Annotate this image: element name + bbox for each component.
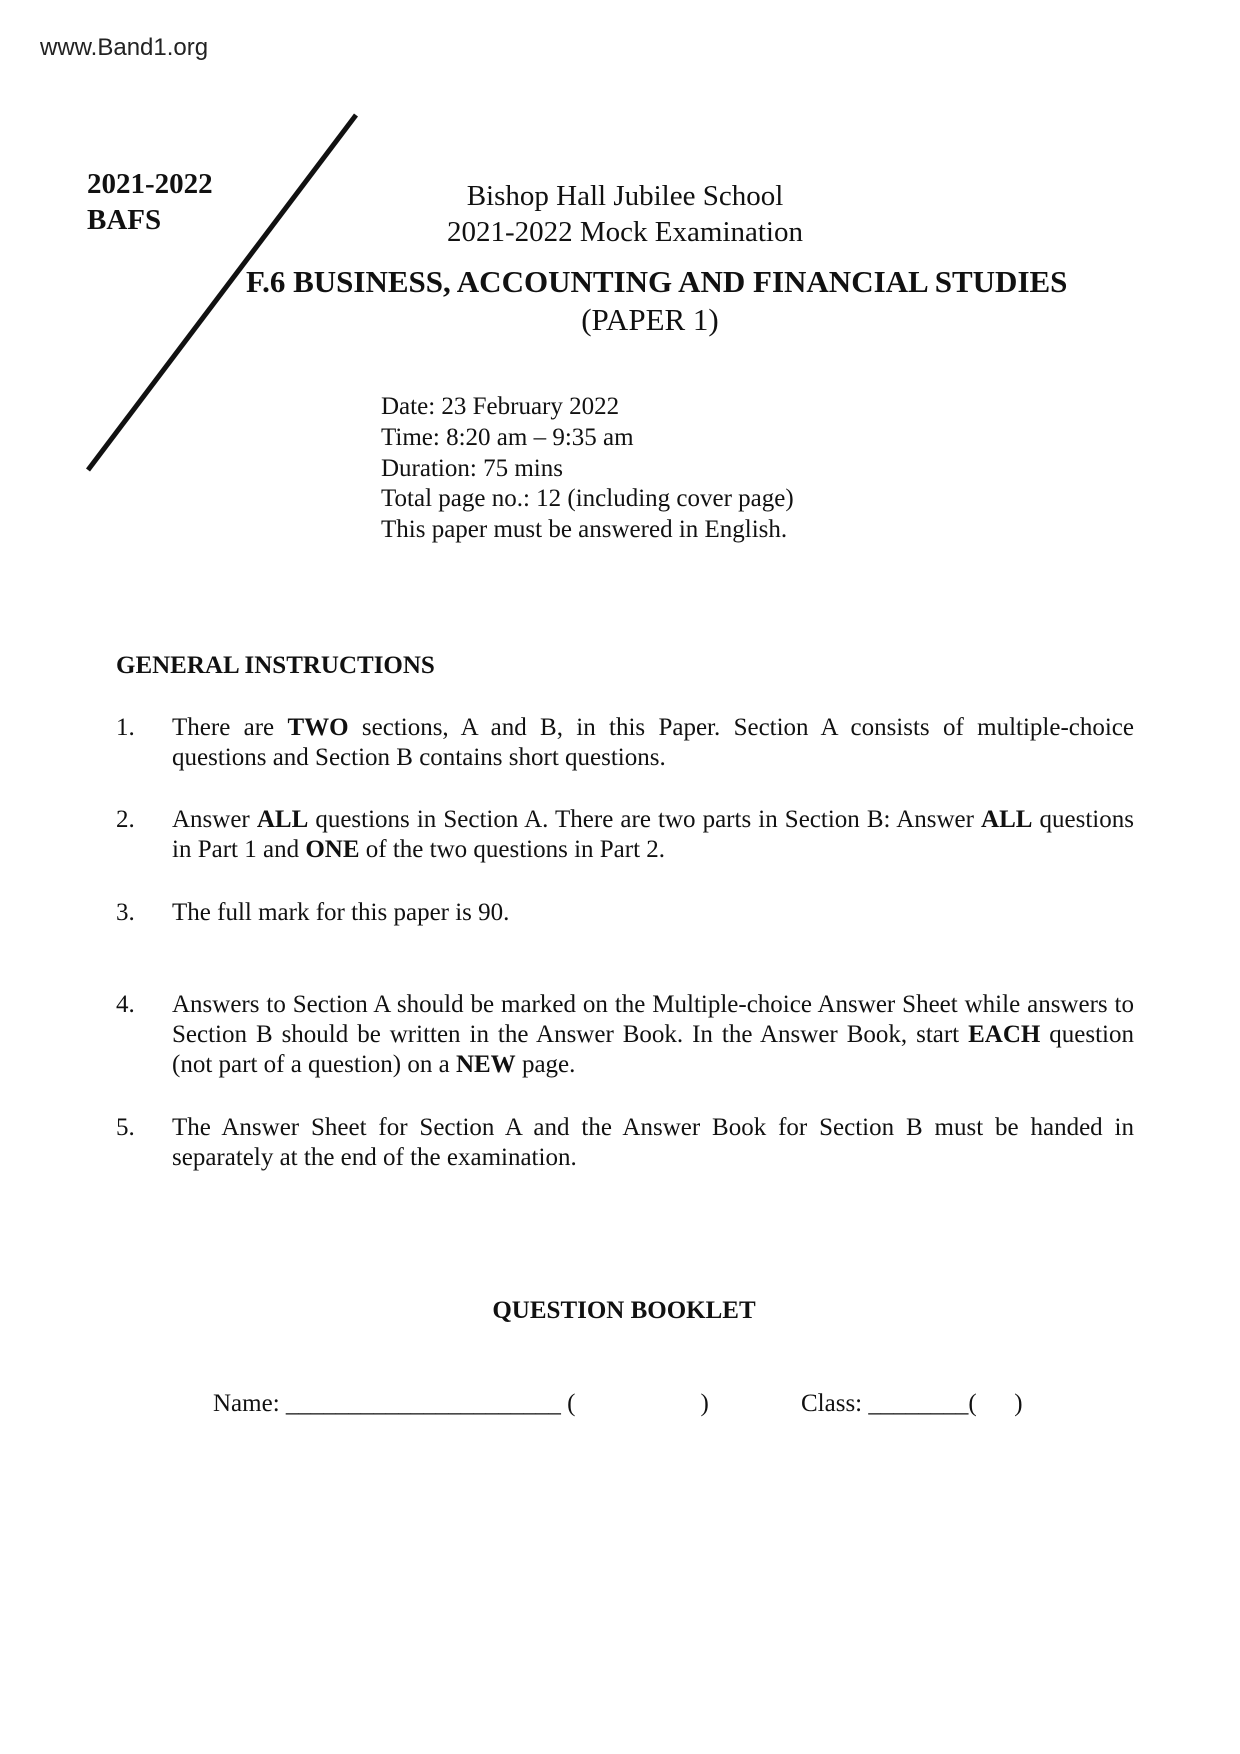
name-blank[interactable]: ______________________ ( ) <box>285 1390 709 1417</box>
instruction-item <box>116 1113 1134 1173</box>
paper-title: F.6 BUSINESS, ACCOUNTING AND FINANCIAL STUDIES <box>246 264 1068 299</box>
instruction-item <box>116 898 1134 928</box>
name-label: Name: <box>213 1390 280 1417</box>
exam-name: 2021-2022 Mock Examination <box>446 216 803 248</box>
class-label: Class: <box>801 1390 863 1417</box>
item-number: 1. <box>116 714 135 741</box>
exam-time: Time: 8:20 am – 9:35 am <box>381 423 634 451</box>
item-text: Answers to Section A should be marked on the Multiple-choice Answer Sheet while answers to Section B should be written in the Answer Book. In the Answer Book, start EACH question (not part of a question) on a NEW page. <box>172 991 1134 1078</box>
item-text: Answer ALL questions in Section A. There are two parts in Section B: Answer ALL questions in Part 1 and ONE of the two questions in Part 2. <box>172 806 1134 863</box>
paper-number: (PAPER 1) <box>581 302 719 337</box>
corner-year: 2021-2022 <box>87 168 213 200</box>
exam-duration: Duration: 75 mins <box>381 454 563 482</box>
instructions-heading: GENERAL INSTRUCTIONS <box>116 652 435 679</box>
instruction-item <box>116 805 1134 865</box>
item-text: The full mark for this paper is 90. <box>172 899 510 926</box>
item-number: 4. <box>116 991 135 1018</box>
item-text: There are TWO sections, A and B, in this Paper. Section A consists of multiple-choice questions and Section B contains short questions. <box>172 714 1135 771</box>
language-note: This paper must be answered in English. <box>381 516 788 544</box>
exam-info <box>381 392 794 546</box>
item-number: 3. <box>116 899 135 926</box>
instruction-item <box>116 713 1134 773</box>
page-count: Total page no.: 12 (including cover page) <box>381 485 794 513</box>
exam-date: Date: 23 February 2022 <box>381 393 620 420</box>
item-text: The Answer Sheet for Section A and the Answer Book for Section B must be handed in separately at the end of the examination. <box>172 1114 1134 1171</box>
booklet-heading: QUESTION BOOKLET <box>492 1297 756 1324</box>
name-field[interactable] <box>213 1390 709 1418</box>
class-blank[interactable]: ________( ) <box>868 1390 1023 1417</box>
item-number: 5. <box>116 1114 135 1141</box>
instruction-item <box>116 990 1134 1080</box>
corner-subject: BAFS <box>87 204 162 236</box>
school-name: Bishop Hall Jubilee School <box>466 180 784 212</box>
item-number: 2. <box>116 806 135 833</box>
class-field[interactable] <box>801 1390 1023 1418</box>
watermark: www.Band1.org <box>40 34 209 61</box>
